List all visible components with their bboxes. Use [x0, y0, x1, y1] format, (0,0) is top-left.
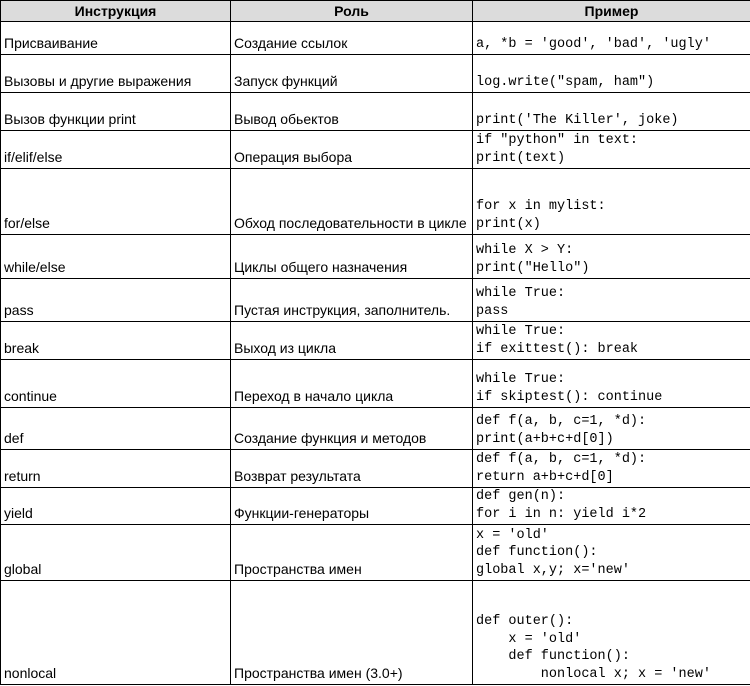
- instruction-cell: Присваивание: [1, 22, 231, 55]
- instruction-cell: break: [1, 322, 231, 360]
- role-cell: Обход последовательности в цикле: [231, 169, 473, 235]
- role-cell: Запуск функций: [231, 55, 473, 93]
- table-row: [1, 235, 750, 279]
- instruction-cell: continue: [1, 360, 231, 408]
- role-cell: Переход в начало цикла: [231, 360, 473, 408]
- role-cell: Операция выбора: [231, 131, 473, 169]
- instruction-cell: for/else: [1, 169, 231, 235]
- header-role: Роль: [231, 1, 473, 22]
- code-line: print(x): [476, 216, 541, 232]
- code-line: pass: [476, 303, 509, 319]
- table-row: [1, 488, 750, 525]
- code-line: a, *b = 'good', 'bad', 'ugly': [476, 36, 711, 52]
- example-cell: [473, 525, 750, 581]
- table-row: [1, 581, 750, 685]
- code-line: log.write("spam, ham"): [476, 74, 655, 90]
- table-row: [1, 93, 750, 131]
- code-line: while True:: [476, 324, 566, 339]
- instruction-cell: return: [1, 450, 231, 488]
- role-cell: Возврат результата: [231, 450, 473, 488]
- example-cell: [473, 22, 750, 55]
- table-row: [1, 169, 750, 235]
- role-cell: Циклы общего назначения: [231, 235, 473, 279]
- table-row: [1, 450, 750, 488]
- code-line: while True:: [476, 286, 566, 301]
- example-cell: [473, 93, 750, 131]
- header-row: [1, 1, 750, 22]
- table-row: [1, 360, 750, 408]
- example-cell: [473, 279, 750, 322]
- role-cell: Выход из цикла: [231, 322, 473, 360]
- table-row: [1, 408, 750, 450]
- code-line: x = 'old': [476, 527, 549, 543]
- code-line: if exittest(): break: [476, 341, 639, 357]
- role-cell: Пустая инструкция, заполнитель.: [231, 279, 473, 322]
- table-row: [1, 279, 750, 322]
- code-line: def function():: [476, 649, 630, 664]
- instruction-cell: yield: [1, 488, 231, 525]
- code-line: while X > Y:: [476, 243, 574, 258]
- code-line: print('The Killer', joke): [476, 112, 679, 128]
- code-line: def f(a, b, c=1, *d):: [476, 452, 647, 467]
- instruction-cell: if/elif/else: [1, 131, 231, 169]
- code-line: print(text): [476, 150, 566, 166]
- instruction-cell: Вызов функции print: [1, 93, 231, 131]
- example-cell: [473, 55, 750, 93]
- example-cell: [473, 581, 750, 685]
- table-row: [1, 22, 750, 55]
- code-line: nonlocal x; x = 'new': [476, 666, 711, 682]
- example-cell: [473, 360, 750, 408]
- code-line: def f(a, b, c=1, *d):: [476, 414, 647, 429]
- code-line: def function():: [476, 545, 598, 560]
- code-line: def outer():: [476, 614, 574, 629]
- code-line: for i in n: yield i*2: [476, 506, 647, 522]
- instruction-cell: while/else: [1, 235, 231, 279]
- code-line: return a+b+c+d[0]: [476, 469, 614, 485]
- role-cell: Пространства имен (3.0+): [231, 581, 473, 685]
- header-instruction: Инструкция: [1, 1, 231, 22]
- code-line: global x,y; x='new': [476, 562, 630, 578]
- instruction-cell: nonlocal: [1, 581, 231, 685]
- instruction-cell: global: [1, 525, 231, 581]
- table-row: [1, 525, 750, 581]
- example-cell: [473, 169, 750, 235]
- example-cell: [473, 235, 750, 279]
- instruction-cell: Вызовы и другие выражения: [1, 55, 231, 93]
- example-cell: [473, 322, 750, 360]
- instruction-cell: pass: [1, 279, 231, 322]
- example-cell: [473, 408, 750, 450]
- code-line: if skiptest(): continue: [476, 389, 663, 405]
- role-cell: Создание функция и методов: [231, 408, 473, 450]
- table-row: [1, 55, 750, 93]
- example-cell: [473, 450, 750, 488]
- code-line: while True:: [476, 372, 566, 387]
- example-cell: [473, 131, 750, 169]
- table-row: [1, 131, 750, 169]
- role-cell: Создание ссылок: [231, 22, 473, 55]
- code-line: def gen(n):: [476, 489, 566, 504]
- code-line: if "python" in text:: [476, 133, 639, 148]
- table-row: [1, 322, 750, 360]
- code-line: x = 'old': [476, 631, 582, 647]
- instruction-cell: def: [1, 408, 231, 450]
- code-line: for x in mylist:: [476, 199, 606, 214]
- role-cell: Пространства имен: [231, 525, 473, 581]
- role-cell: Вывод обьектов: [231, 93, 473, 131]
- header-example: Пример: [473, 1, 750, 22]
- example-cell: [473, 488, 750, 525]
- role-cell: Функции-генераторы: [231, 488, 473, 525]
- code-line: print("Hello"): [476, 260, 590, 276]
- code-line: print(a+b+c+d[0]): [476, 431, 614, 447]
